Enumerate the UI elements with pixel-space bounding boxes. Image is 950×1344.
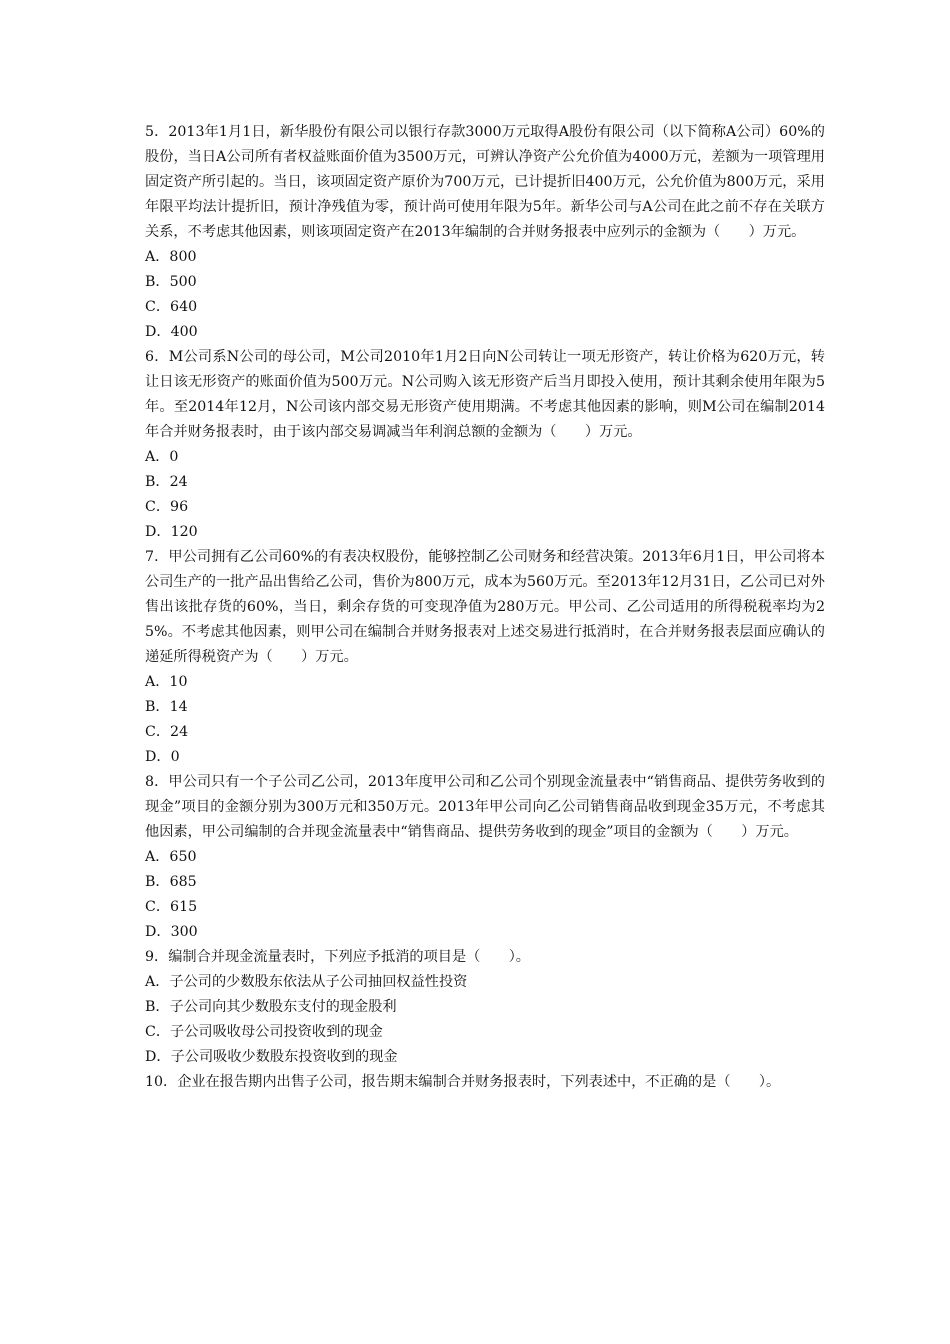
question-9-option-a: A．子公司的少数股东依法从子公司抽回权益性投资 (145, 974, 468, 990)
question-8-option-d: D．300 (145, 924, 198, 940)
question-8-option-c: C．615 (145, 899, 198, 915)
question-5-option-d: D．400 (145, 324, 198, 340)
question-6-option-b: B．24 (145, 474, 188, 490)
question-7-option-d: D．0 (145, 749, 180, 765)
question-10-stem: 10．企业在报告期内出售子公司，报告期末编制合并财务报表时，下列表述中，不正确的是（ ）。 (145, 1074, 781, 1090)
question-8-option-b: B．685 (145, 874, 197, 890)
question-9-option-c: C．子公司吸收母公司投资收到的现金 (145, 1024, 383, 1040)
question-5-stem: 5．2013年1月1日，新华股份有限公司以银行存款3000万元取得A股份有限公司（以下简称A公司）60%的股份，当日A公司所有者权益账面价值为3500万元，可辨认净资产公允价值为4000万元，差额为一项管理用固定资产所引起的。当日，该项固定资产原价为700万元，已计提折旧400万元，公允价值为800万元，采用年限平均法计提折旧，预计净残值为零，预计尚可使用年限为5年。新华公司与A公司在此之前不存在关联方关系，不考虑其他因素，则该项固定资产在2013年编制的合并财务报表中应列示的金额为（ ）万元。 (145, 124, 825, 240)
question-6-option-c: C．96 (145, 499, 189, 515)
question-10 (145, 1070, 825, 1095)
question-9-stem: 9．编制合并现金流量表时，下列应予抵消的项目是（ ）。 (145, 949, 530, 965)
question-6-option-a: A．0 (145, 449, 179, 465)
question-9 (145, 945, 825, 1070)
question-7-option-c: C．24 (145, 724, 189, 740)
document-page (145, 120, 825, 1095)
question-6-option-d: D．120 (145, 524, 198, 540)
question-5-option-c: C．640 (145, 299, 198, 315)
question-9-option-b: B．子公司向其少数股东支付的现金股利 (145, 999, 397, 1015)
question-7 (145, 545, 825, 770)
question-9-option-d: D．子公司吸收少数股东投资收到的现金 (145, 1049, 398, 1065)
question-8 (145, 770, 825, 945)
question-6-stem: 6．M公司系N公司的母公司，M公司2010年1月2日向N公司转让一项无形资产，转让价格为620万元，转让日该无形资产的账面价值为500万元。N公司购入该无形资产后当月即投入使用，预计其剩余使用年限为5年。至2014年12月，N公司该内部交易无形资产使用期满。不考虑其他因素的影响，则M公司在编制2014年合并财务报表时，由于该内部交易调减当年利润总额的金额为（ ）万元。 (145, 349, 825, 440)
question-8-stem: 8．甲公司只有一个子公司乙公司，2013年度甲公司和乙公司个别现金流量表中“销售商品、提供劳务收到的现金”项目的金额分别为300万元和350万元。2013年甲公司向乙公司销售商品收到现金35万元，不考虑其他因素，甲公司编制的合并现金流量表中“销售商品、提供劳务收到的现金”项目的金额为（ ）万元。 (145, 774, 825, 840)
question-5-option-a: A．800 (145, 249, 197, 265)
question-5 (145, 120, 825, 345)
question-6 (145, 345, 825, 545)
question-7-option-b: B．14 (145, 699, 188, 715)
question-7-stem: 7．甲公司拥有乙公司60%的有表决权股份，能够控制乙公司财务和经营决策。2013年6月1日，甲公司将本公司生产的一批产品出售给乙公司，售价为800万元，成本为560万元。至2013年12月31日，乙公司已对外售出该批存货的60%，当日，剩余存货的可变现净值为280万元。甲公司、乙公司适用的所得税税率均为25%。不考虑其他因素，则甲公司在编制合并财务报表对上述交易进行抵消时，在合并财务报表层面应确认的递延所得税资产为（ ）万元。 (145, 549, 825, 665)
question-7-option-a: A．10 (145, 674, 188, 690)
question-8-option-a: A．650 (145, 849, 197, 865)
question-5-option-b: B．500 (145, 274, 197, 290)
